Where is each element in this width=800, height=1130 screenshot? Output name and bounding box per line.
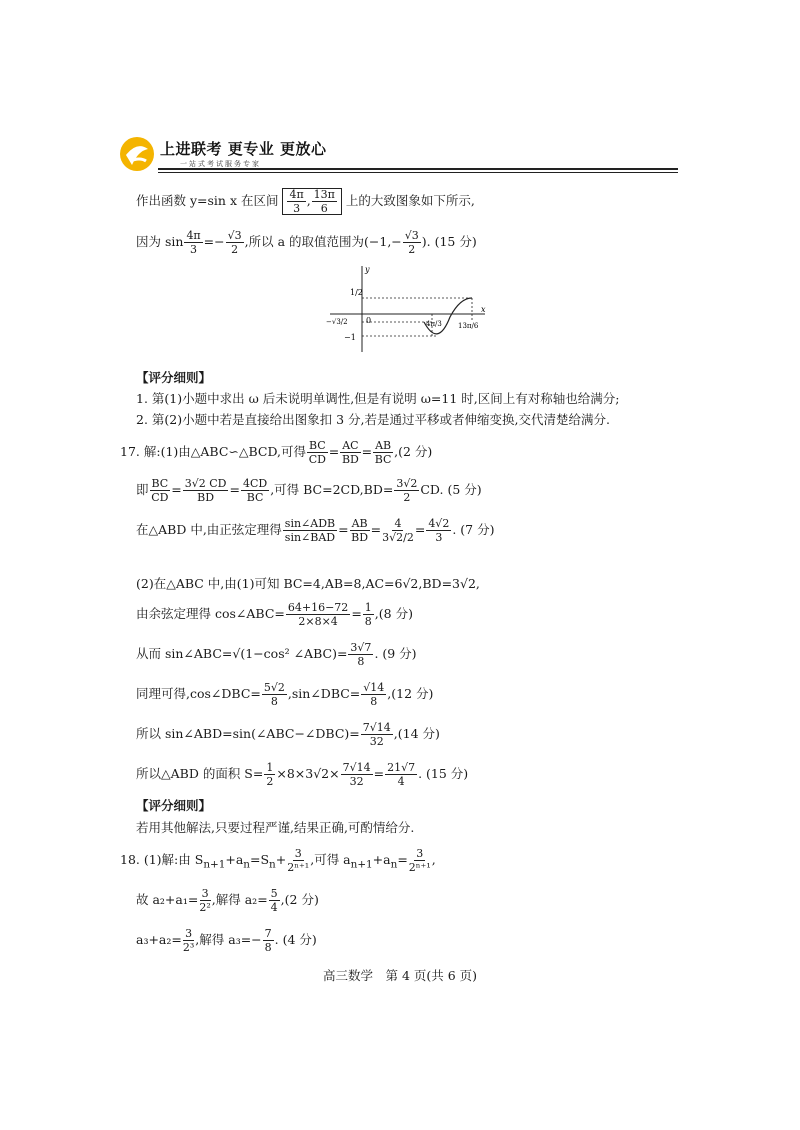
tick-label-4pi-3: 4π/3 (426, 320, 442, 328)
scoring-item: 2. 第(2)小题中若是直接给出图象扣 3 分,若是通过平移或者伸缩变换,交代清楚给满分. (136, 412, 610, 427)
problem-18-line: a₃+a₂= $\frac{3}{\text{2³}}$ ,解得 a₃=− $\frac{7}{8}$ . (4 分) (136, 927, 317, 954)
scoring-item: 若用其他解法,只要过程严谨,结果正确,可酌情给分. (136, 820, 415, 835)
brand-logo-icon (118, 135, 156, 173)
problem-17-line: 在△ABD 中,由正弦定理得 $\frac{\text{sin∠ADB}}{\text{sin∠BAD}}$ = $\frac{AB}{BD}$ = $\frac{4}{3√2/2}$ = $\frac{4√2}{3}$ . (7 分) (136, 517, 495, 544)
scoring-title: 【评分细则】 (136, 798, 212, 813)
tick-label-neg-sqrt3-2: −√3/2 (326, 318, 348, 326)
axis-label-x: x (481, 305, 486, 314)
axis-label-y: y (365, 265, 370, 274)
problem-17-line: 所以△ABD 的面积 S= $\frac{1}{2}$ ×8×3√2× $\frac{7√14}{32}$ = $\frac{21√7}{4}$ . (15 分) (136, 761, 469, 788)
problem-17-line: 同理可得,cos∠DBC= $\frac{5√2}{8}$ ,sin∠DBC= $\frac{√14}{8}$ ,(12 分) (136, 681, 434, 708)
problem-17-line: 由余弦定理得 cos∠ABC= $\frac{64+16-72}{2\times 8\times 4}$ = $\frac{1}{8}$ ,(8 分) (136, 601, 413, 628)
header-rule (158, 168, 678, 170)
brand-subslogan: 一站式考试服务专家 (180, 160, 261, 168)
problem-17-line: (2)在△ABC 中,由(1)可知 BC=4,AB=8,AC=6√2,BD=3√2, (136, 576, 480, 591)
solution-line: 因为 sin $\frac{4\pi}{3}$ =− $\frac{√3}{2}$ ,所以 a 的取值范围为(−1,− $\frac{√3}{2}$ ). (15 分) (136, 229, 477, 256)
solution-line: 作出函数 y=sin x 在区间 $\frac{4\pi}{3}$ , $\frac{13\pi}{6}$ 上的大致图象如下所示, (136, 188, 475, 215)
page-header (118, 135, 678, 177)
origin-label: 0 (366, 316, 372, 325)
header-rule-thin (158, 172, 678, 173)
scoring-title: 【评分细则】 (136, 370, 212, 385)
problem-17-line: 即 $\frac{BC}{CD}$ = $\frac{3√2 CD}{BD}$ = $\frac{4CD}{BC}$ ,可得 BC=2CD,BD= $\frac{3√2}{2}$ CD. (5 分) (136, 477, 482, 504)
problem-18-line: 故 a₂+a₁= $\frac{3}{\text{2²}}$ ,解得 a₂= $\frac{5}{4}$ ,(2 分) (136, 887, 319, 914)
problem-17-line: 从而 sin∠ABC=√(1−cos² ∠ABC)= $\frac{3√7}{8}$ . (9 分) (136, 641, 417, 668)
problem-17-line: 17. 解:(1)由△ABC∽△BCD,可得 $\frac{BC}{CD}$ = $\frac{AC}{BD}$ = $\frac{AB}{BC}$ ,(2 分) (120, 439, 433, 466)
tick-label-neg1: −1 (344, 333, 356, 342)
problem-18-line: 18. (1)解:由 $S_{n+1}+a_n=S_n+$ $\frac{3}{\text{2ⁿ⁺¹}}$ ,可得 $a_{n+1}+a_n=$ $\frac{3}{\text{2ⁿ⁺¹}}$ , (120, 847, 436, 874)
brand-slogan: 上进联考 更专业 更放心 (160, 140, 327, 158)
tick-label-half: 1/2 (350, 288, 363, 297)
sine-graph (320, 262, 490, 357)
problem-17-line: 所以 sin∠ABD=sin(∠ABC−∠DBC)= $\frac{7√14}{32}$ ,(14 分) (136, 721, 440, 748)
scoring-item: 1. 第(1)小题中求出 ω 后未说明单调性,但是有说明 ω=11 时,区间上有对称轴也给满分; (136, 391, 620, 406)
tick-label-13pi-6: 13π/6 (458, 322, 479, 330)
page-footer: 高三数学 第 4 页(共 6 页) (322, 968, 478, 983)
